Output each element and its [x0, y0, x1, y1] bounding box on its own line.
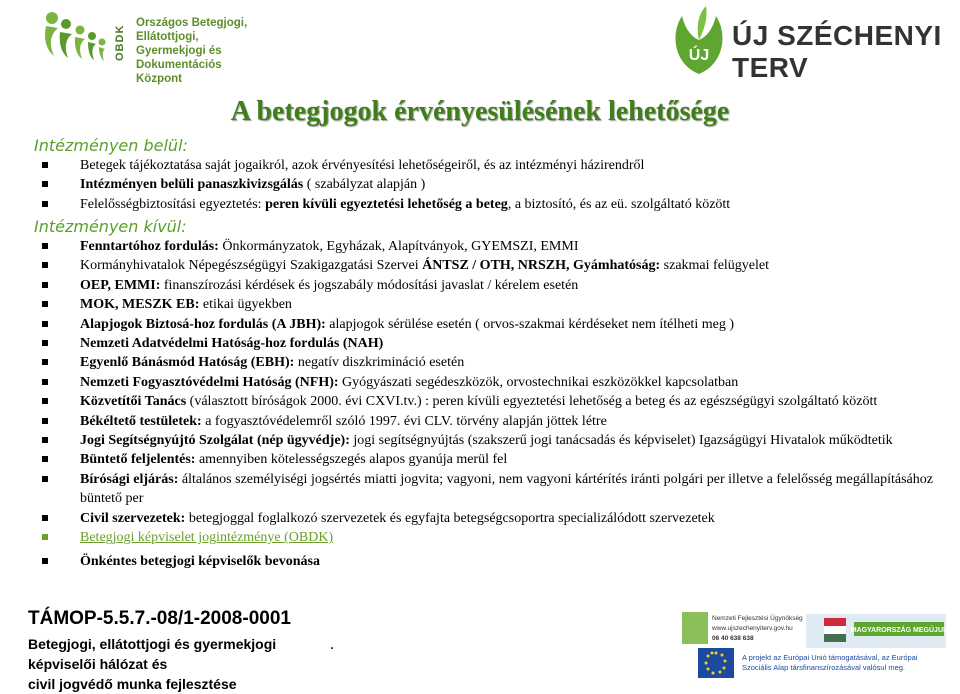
item-bold: Nemzeti Fogyasztóvédelmi Hatóság (NFH): — [80, 374, 339, 390]
eu-caption-2: Szociális Alap társfinanszírozásával valósul meg. — [742, 663, 905, 672]
item-text: amennyiben kötelességszegés alapos gyanúja merül fel — [195, 452, 508, 468]
obdk-acronym: OBDK — [114, 24, 126, 62]
project-code: TÁMOP-5.5.7.-08/1-2008-0001 — [28, 608, 291, 629]
item-bold: Békéltető testületek: — [80, 413, 202, 429]
item-bold: Egyenlő Bánásmód Hatóság (EBH): — [80, 355, 295, 371]
item-text: ( szabályzat alapján ) — [303, 177, 426, 193]
section-inside-heading: Intézményen belül: — [34, 136, 188, 155]
svg-text:ÚJ: ÚJ — [688, 47, 710, 64]
item-text: etikai ügyekben — [199, 297, 292, 313]
item-text: jogi segítségnyújtás (szakszerű jogi tanácsadás és képviselet) Igazságügyi Hivatalok működtetik — [349, 433, 893, 449]
list-item — [40, 256, 950, 275]
obdk-logo — [40, 4, 270, 85]
eu-banner: MAGYARORSZÁG MEGÚJUL — [850, 627, 946, 634]
item-bold: Büntető feljelentés: — [80, 452, 196, 468]
item-bold: peren kívüli egyeztetési lehetőség a beteg — [265, 196, 508, 212]
item-bold: ÁNTSZ / OTH, NRSZH, Gyámhatóság: — [422, 258, 661, 274]
list-item — [40, 195, 950, 214]
eu-caption-1: A projekt az Európai Unió támogatásával, az Európai — [742, 653, 918, 662]
item-bold: Jogi Segítségnyújtó Szolgálat (nép ügyvédje): — [80, 433, 350, 449]
item-text: alapjogok sérülése esetén ( orvos-szakmai kérdéseket nem ítélheti meg ) — [325, 316, 734, 332]
inside-list — [40, 156, 950, 214]
list-item — [40, 552, 950, 571]
item-bold: Nemzeti Adatvédelmi Hatóság-hoz fordulás (NAH) — [80, 336, 384, 352]
list-item — [40, 315, 950, 334]
szechenyi-text: ÚJ SZÉCHENYI TERV — [732, 20, 942, 83]
item-text: finanszírozási kérdések és jogszabály módosítási javaslat / kérelem esetén — [160, 277, 579, 293]
eu-funding-box — [676, 608, 946, 686]
obdk-link[interactable]: Betegjogi képviselet jogintézménye (OBDK) — [80, 530, 334, 546]
obdk-line-1: Országos Betegjogi, — [136, 17, 248, 29]
eu-url: www.ujszechenyiterv.gov.hu — [712, 625, 793, 632]
item-bold: Fenntartóhoz fordulás: — [80, 239, 219, 254]
page-title: A betegjogok érvényesülésének lehetősége — [230, 96, 730, 127]
item-text: , a biztosító, és az eü. szolgáltató között — [507, 196, 731, 212]
list-item — [40, 156, 950, 175]
item-bold: MOK, MESZK EB: — [80, 297, 200, 313]
project-line-3: civil jogvédő munka fejlesztése — [28, 676, 237, 692]
project-line-1: Betegjogi, ellátottjogi és gyermekjogi — [28, 636, 277, 652]
list-item — [40, 373, 950, 392]
list-item — [40, 412, 950, 431]
item-bold: Intézményen belüli panaszkivizsgálás — [80, 177, 304, 193]
obdk-line-3: Dokumentációs Központ — [136, 59, 222, 85]
item-text: Betegek tájékoztatása saját jogaikról, azok érvényesítési lehetőségeiről, és az intézményi házirendről — [80, 158, 645, 173]
szechenyi-leaf-icon — [668, 4, 730, 76]
list-item-link — [40, 528, 950, 547]
item-text: negatív diszkrimináció esetén — [294, 355, 465, 371]
item-bold: Civil szervezetek: — [80, 510, 186, 526]
item-text: (választott bíróságok 2000. évi CXVI.tv.) : peren kívüli egyeztetési lehetőség a beteg és az egészségügyi szolgáltató között — [186, 394, 878, 410]
item-text: betegjoggal foglalkozó szervezetek és egyfajta betegségcsoportra specializálódott szervezetek — [185, 510, 715, 526]
list-item — [40, 237, 950, 256]
item-text: általános személyiségi jogsértés miatti jogvita; vagyoni, nem vagyoni kártérítés iránti polgári per illetve a felelősség megállapításához büntető per — [80, 471, 933, 507]
stray-dot: . — [330, 636, 334, 653]
item-pre: Felelősségbiztosítási egyeztetés: — [80, 196, 266, 212]
eu-agency: Nemzeti Fejlesztési Ügynökség — [712, 615, 803, 622]
item-text: a fogyasztóvédelemről szóló 1997. évi CLV. törvény alapján jöttek létre — [201, 413, 607, 429]
outside-list — [40, 237, 950, 571]
list-item — [40, 353, 950, 372]
eu-phone: 06 40 638 638 — [712, 635, 754, 642]
obdk-line-2: Ellátottjogi, Gyermekjogi és — [136, 31, 222, 57]
item-bold: Közvetítői Tanács — [80, 394, 187, 410]
item-text: Gyógyászati segédeszközök, orvostechnikai eszközökkel kapcsolatban — [338, 374, 739, 390]
list-item — [40, 509, 950, 528]
list-item — [40, 276, 950, 295]
item-bold: Alapjogok Biztosá-hoz fordulás (A JBH): — [80, 316, 326, 332]
eu-funding-graphic — [676, 608, 946, 686]
obdk-name — [136, 16, 270, 86]
item-text: szakmai felügyelet — [660, 258, 769, 274]
item-text: Önkormányzatok, Egyházak, Alapítványok, GYEMSZI, EMMI — [218, 239, 579, 254]
list-item — [40, 392, 950, 411]
list-item — [40, 175, 950, 194]
item-bold: Bírósági eljárás: — [80, 471, 179, 487]
obdk-figures-icon — [40, 4, 115, 76]
list-item — [40, 295, 950, 314]
section-outside-heading: Intézményen kívül: — [34, 217, 187, 236]
list-item — [40, 450, 950, 469]
list-item — [40, 431, 950, 450]
item-pre: Kormányhivatalok Népegészségügyi Szakigazgatási Szervei — [80, 258, 423, 274]
item-bold: OEP, EMMI: — [80, 277, 161, 293]
list-item — [40, 470, 950, 509]
list-item — [40, 334, 950, 353]
project-description — [28, 634, 276, 694]
item-bold: Önkéntes betegjogi képviselők bevonása — [80, 553, 320, 569]
project-line-2: képviselői hálózat és — [28, 656, 168, 672]
